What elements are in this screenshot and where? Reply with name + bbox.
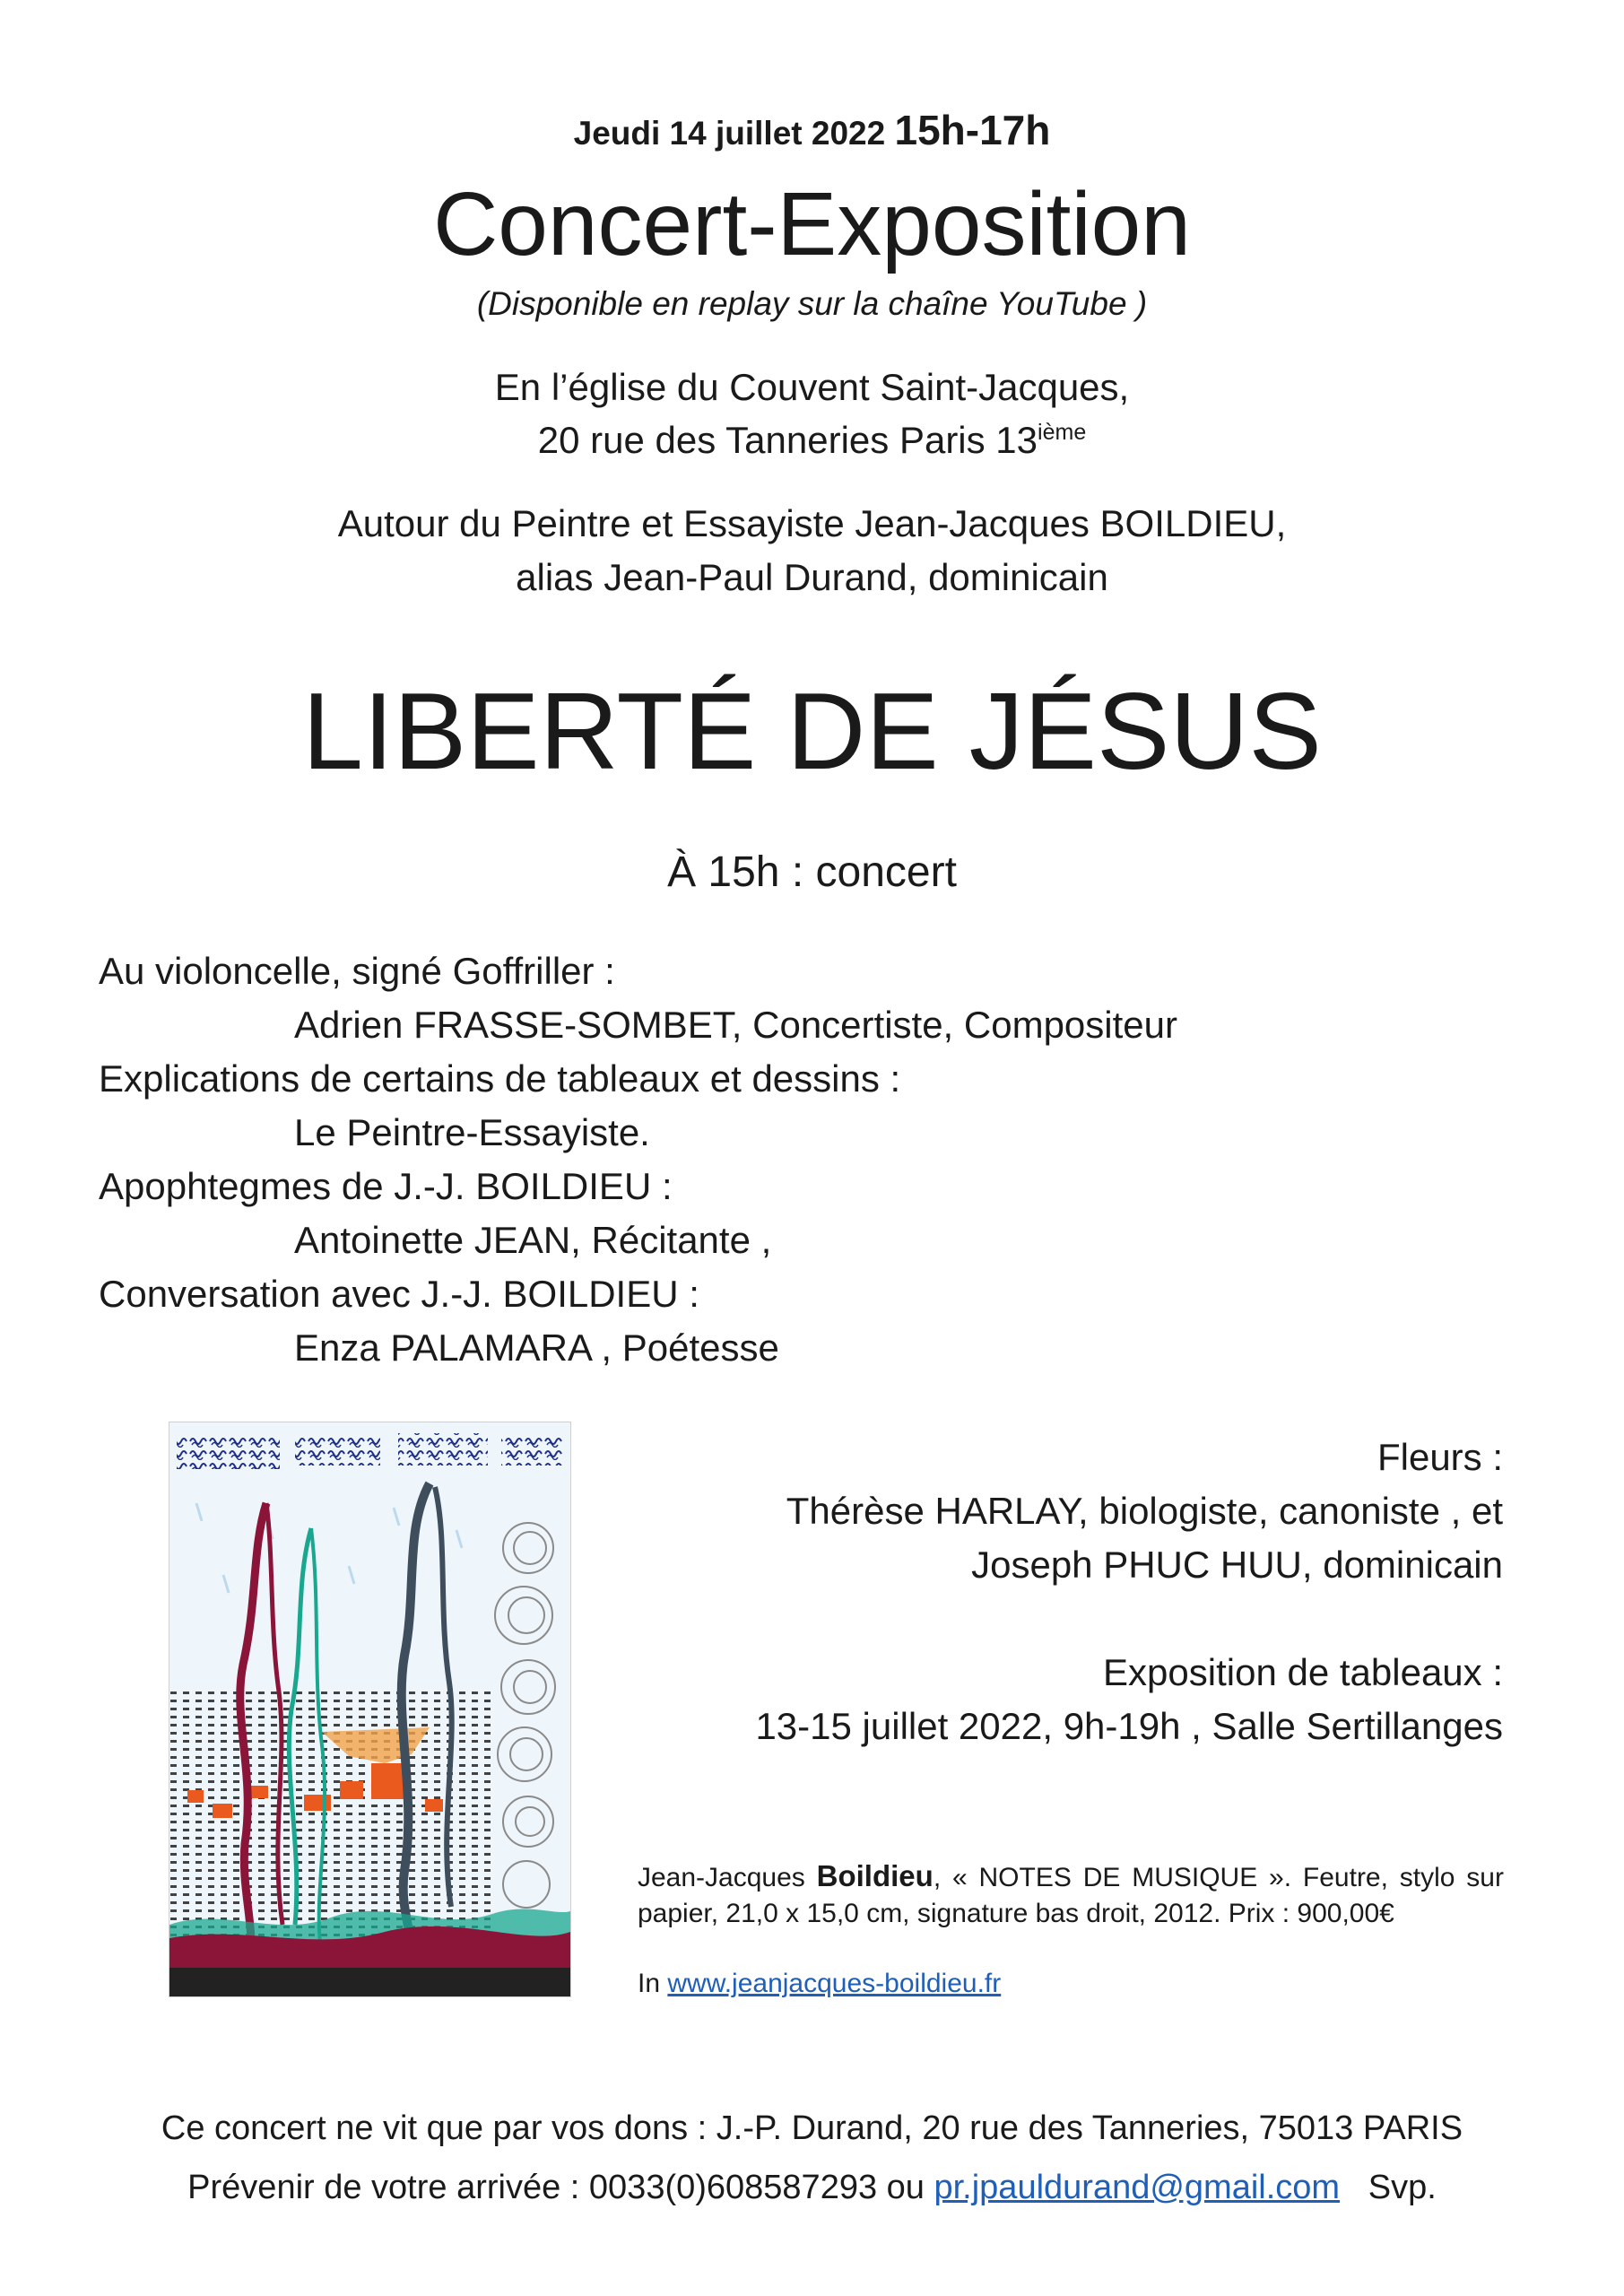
caption-artist-first: Jean-Jacques: [638, 1863, 805, 1892]
caption-link-line: [638, 1966, 1001, 2002]
program-performer: Le Peintre-Essayiste.: [294, 1111, 650, 1153]
replay-note: (Disponible en replay sur la chaîne YouTube ): [476, 285, 1148, 322]
venue-address: 20 rue des Tanneries Paris 13: [537, 419, 1038, 461]
program-label: Apophtegmes de J.-J. BOILDIEU :: [99, 1165, 673, 1207]
about-line-2: alias Jean-Paul Durand, dominicain: [516, 556, 1108, 598]
website-link[interactable]: www.jeanjacques-boildieu.fr: [667, 1969, 1002, 1998]
caption-artist-last: Boildieu: [816, 1859, 934, 1892]
headline: LIBERTÉ DE JÉSUS: [302, 670, 1322, 792]
flowers-line-2: Joseph PHUC HUU, dominicain: [971, 1544, 1503, 1586]
about-line-1: Autour du Peintre et Essayiste Jean-Jacques BOILDIEU,: [337, 502, 1287, 544]
caption-link-prefix: In: [638, 1969, 661, 1998]
program-label: Au violoncelle, signé Goffriller :: [99, 950, 615, 992]
program-label: Explications de certains de tableaux et dessins :: [99, 1057, 901, 1100]
venue-line-2: [0, 419, 1624, 462]
email-link[interactable]: pr.jpauldurand@gmail.com: [934, 2169, 1341, 2206]
program-performer: Enza PALAMARA , Poétesse: [294, 1326, 779, 1369]
event-title: Concert-Exposition: [433, 174, 1191, 274]
venue-superscript: ième: [1038, 420, 1087, 445]
exhibition-label: Exposition de tableaux :: [1103, 1651, 1503, 1693]
venue-line-1: En l’église du Couvent Saint-Jacques,: [494, 366, 1130, 408]
flowers-label: Fleurs :: [1376, 1436, 1503, 1478]
footer-contact-suffix: Svp.: [1368, 2169, 1437, 2206]
concert-time: À 15h : concert: [667, 848, 957, 896]
exhibition-dates: 13-15 juillet 2022, 9h-19h , Salle Sertillanges: [755, 1705, 1503, 1747]
event-date-line: [0, 106, 1624, 154]
footer-contact-prefix: Prévenir de votre arrivée : 0033(0)608587293 ou: [187, 2169, 925, 2206]
program-performer: Adrien FRASSE-SOMBET, Concertiste, Compositeur: [294, 1004, 1177, 1046]
event-date: Jeudi 14 juillet 2022: [573, 115, 886, 152]
footer-donation-line: Ce concert ne vit que par vos dons : J.-P. Durand, 20 rue des Tanneries, 75013 PARIS: [161, 2109, 1463, 2147]
caption-text: , « NOTES DE MUSIQUE ». Feutre, stylo sur papier, 21,0 x 15,0 cm, signature bas droit, 2012. Prix : 900,00€: [638, 1863, 1504, 1928]
footer-contact-line: [0, 2169, 1624, 2207]
program-label: Conversation avec J.-J. BOILDIEU :: [99, 1273, 699, 1315]
flowers-line-1: Thérèse HARLAY, biologiste, canoniste , et: [786, 1490, 1503, 1532]
program-performer: Antoinette JEAN, Récitante ,: [294, 1219, 772, 1261]
artwork-image: [169, 1422, 571, 1997]
artwork-caption: [638, 1858, 1504, 1932]
event-hours: 15h-17h: [894, 107, 1051, 153]
